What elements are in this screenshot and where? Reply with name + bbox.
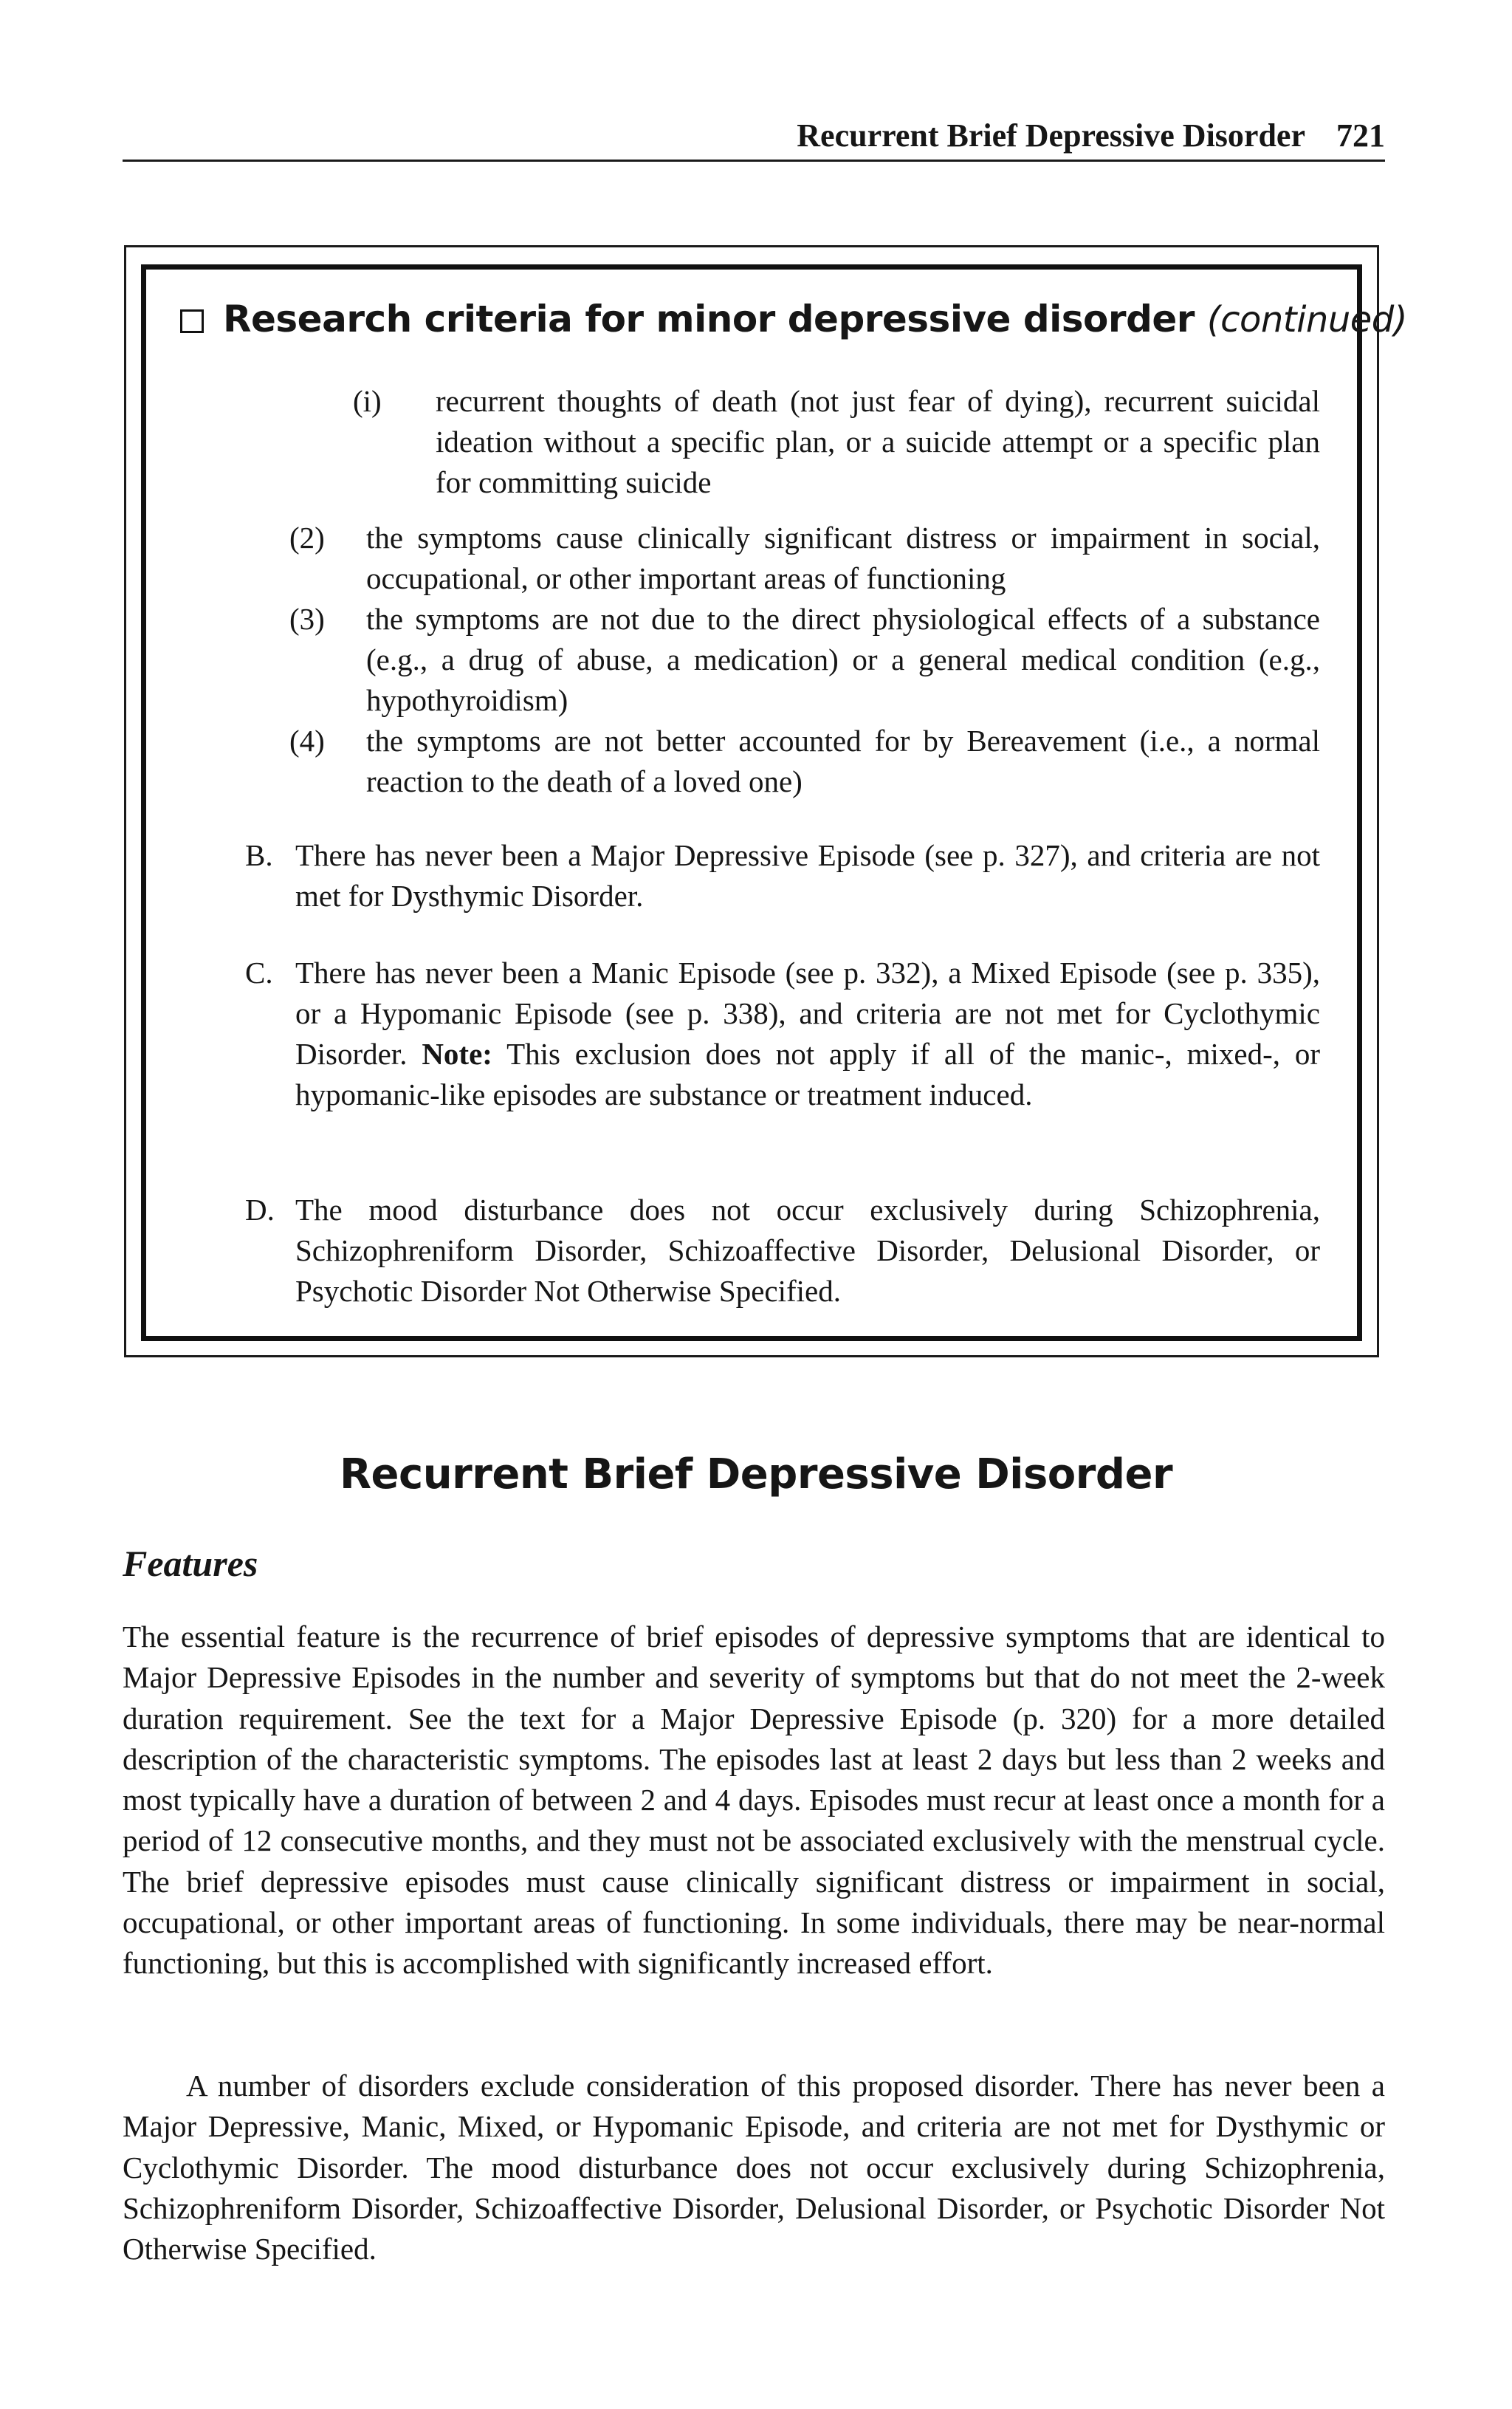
criterion-item [353,381,1320,503]
criterion-c [245,953,1320,1115]
criterion-label: D. [245,1193,275,1227]
body-paragraph: The essential feature is the recurrence of brief episodes of depressive symptoms that are identical to Major Depressive Episodes in the number and severity of symptoms but that do not meet the 2-week duration requirement. See the text for a Major Depressive Episode (p. 320) for a more detailed description of the characteristic symptoms. The episodes last at least 2 days but less than 2 weeks and most typically have a duration of between 2 and 4 days. Episodes must recur at least once a month for a period of 12 consecutive months, and they must not be associated exclusively with the menstrual cycle. The brief depressive episodes must cause clinically significant distress or impairment in social, occupational, or other important areas of functioning. In some individuals, there may be near-normal functioning, but this is accomplished with significantly increased effort. [123,1620,1385,1981]
continued-label: (continued) [1206,299,1407,340]
body-paragraph: A number of disorders exclude consideration of this proposed disorder. There has never been a Major Depressive, Manic, Mixed, or Hypomanic Episode, and criteria are not met for Dysthymic or Cyclothymic Disorder. The mood disturbance does not occur exclusively during Schizophrenia, Schizophreniform Disorder, Schizoaffective Disorder, Delusional Disorder, or Psychotic Disorder Not Otherwise Specified. [123,2069,1385,2266]
criterion-text: the symptoms are not better accounted for by Bereavement (i.e., a normal reaction to the death of a loved one) [366,724,1320,798]
criterion-label: B. [245,838,273,872]
running-head-text [797,117,1385,154]
criterion-text: recurrent thoughts of death (not just fear of dying), recurrent suicidal ideation without a specific plan, or a suicide attempt or a specific plan for committing suicide [436,384,1320,499]
features-heading: Features [123,1543,258,1584]
criterion-item [289,599,1320,721]
criterion-label: C. [245,956,273,990]
criterion-b [245,835,1320,916]
checkbox-square-icon [180,309,204,333]
criterion-d [245,1190,1320,1312]
page-number: 721 [1336,117,1385,154]
criterion-text-part: There has never been a Manic Episode (see p. 332), a Mixed Episode (see p. 335), or a Hypomanic Episode (see p. 338), and criteria are not met for Cyclothymic Disorder. [295,956,1320,1071]
criterion-label: (4) [289,724,325,758]
criterion-label: (i) [353,384,382,418]
criterion-label: (3) [289,602,325,636]
running-title: Recurrent Brief Depressive Disorder [797,117,1305,154]
criterion-text [245,953,1320,1115]
running-header [123,111,1385,162]
criterion-item [289,721,1320,802]
note-label: Note: [422,1037,492,1071]
criterion-item [289,518,1320,599]
criterion-text: the symptoms are not due to the direct physiological effects of a substance (e.g., a drug of abuse, a medication) or a general medical condition (e.g., hypothyroidism) [366,602,1320,717]
criterion-text: There has never been a Major Depressive Episode (see p. 327), and criteria are not met for Dysthymic Disorder. [295,838,1320,913]
criteria-title-text: Research criteria for minor depressive disorder [223,298,1195,340]
criterion-text: the symptoms cause clinically significant distress or impairment in social, occupational, or other important areas of functioning [366,521,1320,595]
criterion-label: (2) [289,521,325,555]
criteria-box-title [180,298,1407,340]
criterion-text-part: This exclusion does not apply if all of the manic-, mixed-, or hypomanic-like episodes are substance or treatment induced. [295,1037,1321,1111]
section-title: Recurrent Brief Depressive Disorder [339,1450,1173,1498]
criterion-text: The mood disturbance does not occur exclusively during Schizophrenia, Schizophreniform Disorder, Schizoaffective Disorder, Delusional Disorder, or Psychotic Disorder Not Otherwise Specified. [295,1193,1320,1308]
